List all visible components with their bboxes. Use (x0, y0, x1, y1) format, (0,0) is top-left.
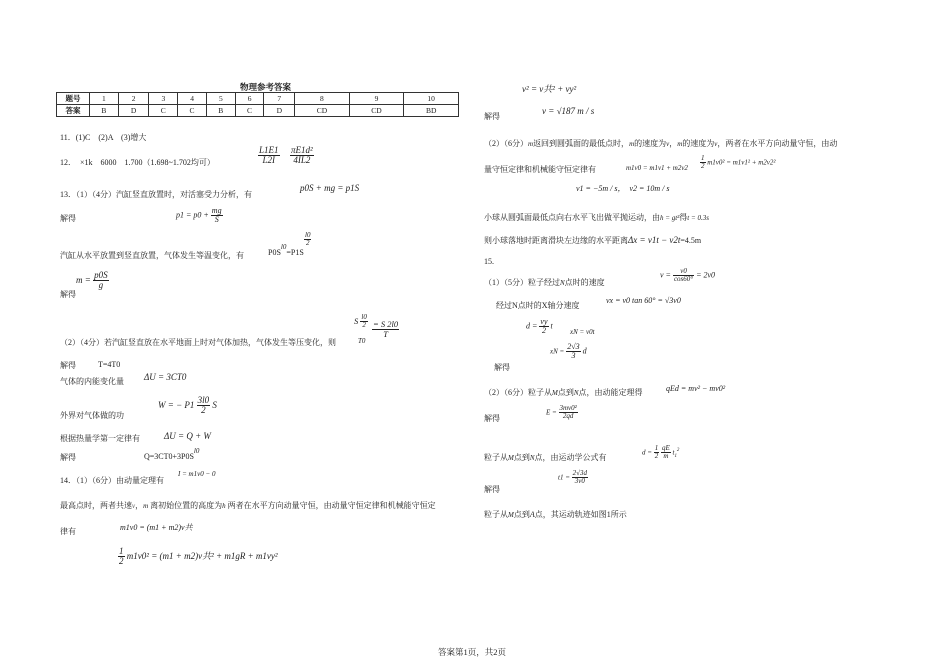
table-cell: B (206, 105, 235, 117)
q14-v-value: v = √187 m / s (542, 106, 595, 116)
q13-W-num: 3l0 (197, 395, 210, 405)
table-row (57, 93, 459, 105)
table-cell: 2 (118, 93, 149, 105)
q14-v-squared: v² = v共² + vy² (522, 84, 577, 94)
q15-t1-left: t1 = (558, 473, 570, 482)
q15-p1: （1）（5分）粒子经过 (484, 278, 560, 287)
q13-eq4 (76, 271, 109, 291)
q13-rhs-num: = S 2l0 (373, 319, 399, 329)
q14-projectile (484, 212, 709, 223)
q13-W-left: W = − P1 (158, 400, 195, 410)
q14-p4d: ， (669, 139, 678, 148)
answer-table (56, 92, 459, 117)
q13-W-den: 2 (201, 405, 206, 416)
table-cell: 3 (149, 93, 178, 105)
q14-p6c: 得 (679, 213, 688, 222)
table-cell: 4 (178, 93, 207, 105)
q13-eq3-a: P0S (268, 248, 281, 257)
q14-h-eq: h = gt² (660, 214, 680, 222)
q14-highest-point: 最高点时，两者共速v，m 离初始位置的高度为h 两者在水平方向动量守恒，由动量守恒定律和机械能守恒定 (60, 501, 436, 510)
row-header-question: 题号 (57, 93, 90, 105)
q15-v-left: v = (660, 270, 671, 280)
q12-f2-den: 4IL2 (293, 155, 311, 166)
q14-kinetic-2 (700, 155, 775, 171)
q13-eq2 (176, 207, 223, 225)
q15-jiede-2: 解得 (484, 414, 500, 423)
table-row (57, 105, 459, 117)
q13-rhs-den: T (383, 328, 388, 339)
q14-distance (484, 235, 701, 246)
q14-jiede-1: 解得 (484, 112, 500, 121)
q15-E-den: 2qd (562, 412, 574, 421)
q13-dU1: ΔU = 3CT0 (144, 372, 187, 382)
q14-p4f: ，两者在水平方向动量守恒，由动 (717, 139, 838, 148)
q13-W (158, 396, 217, 416)
q15-half-d: 2 (654, 452, 659, 461)
q13-first-law: 根据热量学第一定律有 (60, 434, 140, 443)
q11-text: 11．(1)C (2)A (3)增大 (60, 133, 147, 142)
q14-p4b: 返回到圆弧面的最低点时， (533, 139, 630, 148)
q13-eq3-b: =P1S (286, 248, 304, 257)
q13-s-letter: S (354, 315, 359, 326)
q15-m-den: m (663, 452, 669, 461)
q15-v-num: v0 (673, 268, 694, 276)
q14-p6: 小球从圆弧面最低点向右水平飞出做平抛运动，由 (484, 213, 660, 222)
q13-jiede-4: 解得 (60, 453, 76, 462)
q14-p4e: 的速度为 (682, 139, 715, 148)
table-cell: 10 (404, 93, 459, 105)
q15-v-rhs: = 2v0 (696, 270, 716, 280)
q13-intro: 13．（1）（4分）汽缸竖直放置时，对活塞受力分析，有 (60, 190, 252, 199)
q13-eq1: p0S + mg = p1S (300, 183, 360, 193)
q14-m1-b: m (629, 140, 635, 148)
q15-p3c: 点，由动能定理得 (578, 388, 643, 397)
q14-p7: 则小球落地时距离滑块左边缘的水平距离 (484, 236, 628, 245)
q13-isobaric-eq (354, 314, 368, 330)
q13-eq2-left: p1 = p0 + (176, 210, 209, 220)
q12-f1-num: L1E1 (259, 145, 279, 155)
q12-fraction-2 (290, 146, 314, 166)
q14-kinetic-eq: m1v0² = m1v1² + m2v2² (707, 158, 776, 167)
q15-p5: 粒子从 (484, 510, 508, 519)
q15-m-1: M (552, 389, 558, 397)
q13-internal-energy: 气体的内能变化量 (60, 377, 124, 386)
q12-fraction-1 (258, 146, 280, 166)
q15-v-den: cos60° (673, 275, 694, 284)
q15-d-den: 2 (541, 326, 546, 336)
table-cell: CD (295, 105, 350, 117)
q13-eq3 (268, 243, 304, 257)
q15-part3 (484, 452, 607, 463)
q14-p4c: 的速度为 (634, 139, 667, 148)
q15-qE: qE (661, 444, 670, 452)
q13-eq2-den: S (214, 215, 219, 225)
q15-part2 (484, 387, 643, 398)
table-cell: C (235, 105, 264, 117)
q14-t-val: t = 0.3s (687, 214, 709, 222)
q15-jiede-3: 解得 (484, 485, 500, 494)
q15-p1b: 点时的速度 (564, 278, 605, 287)
q13-eq4-num: p0S (94, 270, 108, 280)
table-cell: 1 (90, 93, 119, 105)
q13-l0-num-2: l0 (361, 313, 367, 321)
q15-t1 (558, 470, 588, 486)
q14-half-d: 2 (119, 556, 124, 567)
q14-impulse: I = m1v0 − 0 (178, 470, 216, 478)
q15-xn-den: 3 (571, 351, 576, 361)
q13-jiede-2: 解得 (60, 290, 76, 299)
q15-qEd: qEd = mv² − mv0² (666, 384, 726, 393)
q14-part2 (484, 138, 837, 149)
q15-p3: （2）（6分）粒子从 (484, 388, 552, 397)
table-cell: C (149, 105, 178, 117)
q13-l0-frac (304, 232, 311, 248)
q14-h: h (222, 502, 226, 510)
table-cell: 8 (295, 93, 350, 105)
q13-isobaric-rhs (372, 320, 399, 339)
q14-p2c: 两者在水平方向动量守恒，由动量守恒定律和机械能守恒定 (227, 501, 436, 510)
q13-eq2-num: mg (211, 206, 222, 215)
q14-p4: （2）（6分） (484, 139, 528, 148)
table-cell: BD (404, 105, 459, 117)
q14-v2-sym: v (714, 140, 718, 148)
q14-energy (118, 547, 278, 567)
q15-xn-left: xN = (550, 347, 565, 356)
q15-xn-result (550, 343, 587, 361)
q15-d-num: vy (540, 317, 548, 326)
q15-d-t: t (550, 321, 553, 331)
table-cell: 6 (235, 93, 264, 105)
q14-lv: 律有 (60, 527, 76, 536)
q12-f2-num: πE1d² (291, 145, 313, 155)
table-cell: 7 (264, 93, 295, 105)
q13-l0-den: 2 (305, 239, 310, 248)
q14-p2b: 离初始位置的高度为 (150, 501, 223, 510)
q13-dU2: ΔU = Q + W (164, 431, 211, 441)
q15-d-kin: d = $\frac{1}{2}$ $\frac{qE}{m}$ $t_1^2$ (642, 444, 680, 461)
q13-two-2: 2 (362, 321, 366, 330)
table-cell: D (118, 105, 149, 117)
q14-intro: 14．（1）（6分）由动量定理有 (60, 476, 164, 485)
q15-vx: vx = v0 tan 60° = √3v0 (606, 296, 681, 305)
q14-v1-v2: v1 = −5m / s， v2 = 10m / s (576, 184, 670, 193)
q13-jiede-1: 解得 (60, 214, 76, 223)
q13-l0-num: l0 (305, 231, 311, 239)
q15-p3b: 点到 (557, 388, 574, 397)
q13-work-label: 外界对气体做的功 (60, 411, 124, 420)
q15-t1-den: 3v0 (574, 477, 585, 486)
q13-isothermal: 汽缸从水平放置到竖直放置，气体发生等温变化，有 (60, 251, 244, 260)
q15-t1-num: 2√3d (572, 469, 588, 477)
q15-xn-d: d (582, 346, 587, 356)
q15-E-num: 3mv0² (559, 404, 577, 412)
q13-Q (144, 447, 200, 461)
q13-t0: T0 (358, 337, 366, 345)
q14-m2: m (677, 140, 683, 148)
q15-m-2: M (508, 454, 514, 462)
page-footer: 答案第1页，共2页 (438, 647, 507, 657)
q13-jiede-3: 解得 (60, 361, 76, 370)
table-cell: D (264, 105, 295, 117)
q15-xn: xN = v0t (570, 328, 595, 336)
q13-eq4-left: m = (76, 275, 91, 285)
q15-trajectory (484, 509, 627, 520)
q15-E (546, 405, 578, 421)
table-cell: CD (349, 105, 404, 117)
q14-m1-a: m (528, 140, 534, 148)
q15-m-3: M (508, 511, 514, 519)
q13-l0-a: l0 (280, 243, 287, 251)
q15-p4: 粒子从 (484, 453, 508, 462)
q14-dx: Δx = v1t − v2t (628, 235, 681, 245)
q15-p4b: 点到 (513, 453, 530, 462)
table-cell: B (90, 105, 119, 117)
q15-p4c: 点，由运动学公式有 (534, 453, 607, 462)
q14-p2: 最高点时，两者共速 (60, 501, 132, 510)
table-cell: 5 (206, 93, 235, 105)
row-header-answer: 答案 (57, 105, 90, 117)
q13-part2: （2）（4分）若汽缸竖直放在水平地面上时对气体加热，气体发生等压变化，则 (60, 338, 336, 347)
table-cell: C (178, 105, 207, 117)
q15-d-left: d = (526, 321, 538, 331)
q15-d-eq (526, 318, 553, 336)
q15-p5c: 点，其运动轨迹如图1所示 (534, 510, 627, 519)
q14-energy-eq: m1v0² = (m1 + m2)v共² + m1gR + m1vy² (126, 551, 278, 561)
q15-n-3: N (529, 454, 535, 462)
q13-W-s: S (212, 400, 217, 410)
q14-half-n2: 1 (701, 154, 705, 162)
q15-jiede-1: 解得 (494, 363, 510, 372)
q14-momentum: m1v0 = (m1 + m2)v共 (120, 523, 193, 532)
q15-xn-num: 2√3 (567, 342, 580, 351)
q15-n-2: N (573, 389, 579, 397)
q14-m1: m (143, 502, 149, 510)
q12-text: 12． ×1k 6000 1.700（1.698~1.702均可） (60, 158, 215, 167)
q15-half-n: 1 (654, 444, 659, 452)
q14-v1-sym: v (666, 140, 670, 148)
q15-vx-text: 经过N点时的X轴分速度 (496, 301, 580, 310)
q15-part1 (484, 277, 605, 288)
q15-E-left: E = (546, 408, 557, 417)
table-cell: 9 (349, 93, 404, 105)
q14-vc: v (132, 502, 136, 510)
q14-half-d2: 2 (701, 162, 705, 171)
q13-eq4-den: g (98, 280, 104, 291)
q15-n-1: N (560, 279, 565, 287)
q13-Q-l0: l0 (193, 447, 200, 455)
q15-label: 15. (484, 257, 494, 266)
q14-half-n: 1 (119, 546, 124, 556)
page-title: 物理参考答案 (240, 82, 292, 92)
q13-Q-text: Q=3CT0+3P0S (144, 452, 194, 461)
q14-momentum-2: m1v0 = m1v1 + m2v2 (626, 164, 688, 172)
q14-law-text: 量守恒定律和机械能守恒定律有 (484, 165, 596, 174)
q15-a: A (529, 510, 535, 519)
q15-v-eq (660, 268, 715, 284)
q13-T-result: T=4T0 (98, 360, 121, 369)
q12-f1-den: L2I (262, 155, 276, 166)
q14-dx-val: =4.5m (680, 236, 702, 245)
q15-p5b: 点到 (513, 510, 530, 519)
